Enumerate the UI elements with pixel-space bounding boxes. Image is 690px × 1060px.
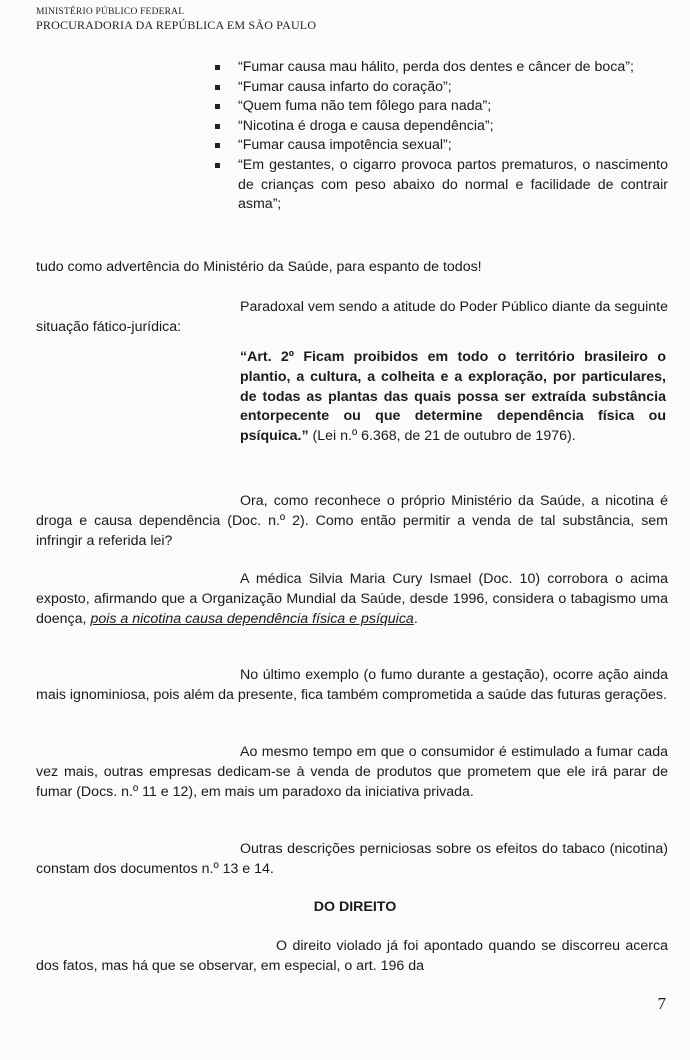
list-item — [212, 136, 668, 156]
paragraph-ultimo-exemplo: No último exemplo (o fumo durante a gestação), ocorre ação ainda mais ignominiosa, pois além da presente, fica também comprometida a saúde das futuras gerações. — [36, 667, 668, 703]
square-bullet-icon — [215, 85, 220, 90]
quote-text: “Art. 2º Ficam proibidos em todo o território brasileiro o plantio, a cultura, a colheita e a exploração, por particulares, de todas as plantas das quais possa ser extraída substância entorpecente ou que determine dependência física ou psíquica.” — [240, 349, 666, 445]
section-title: DO DIREITO — [313, 899, 397, 915]
list-item-text: “Fumar causa impotência sexual”; — [238, 137, 452, 154]
list-item — [212, 97, 668, 117]
paragraph-medica — [36, 570, 668, 629]
letterhead-line-2: PROCURADORIA DA REPÚBLICA EM SÃO PAULO — [36, 18, 317, 32]
warning-list — [212, 58, 668, 215]
list-item-text: “Fumar causa infarto do coração”; — [238, 78, 452, 95]
square-bullet-icon — [215, 65, 220, 70]
list-item — [212, 156, 668, 215]
quote-citation: (Lei n.º 6.368, de 21 de outubro de 1976). — [308, 428, 576, 445]
list-item-text: “Quem fuma não tem fôlego para nada”; — [238, 98, 492, 115]
legal-quote — [240, 348, 666, 447]
paragraph-advertencia: tudo como advertência do Ministério da Saúde, para espanto de todos! — [36, 259, 482, 275]
paragraph-direito: O direito violado já foi apontado quando se discorreu acerca dos fatos, mas há que se observar, em especial, o art. 196 da — [36, 938, 668, 974]
square-bullet-icon — [215, 163, 220, 168]
list-item-text: “Fumar causa mau hálito, perda dos dentes e câncer de boca”; — [238, 59, 634, 75]
square-bullet-icon — [215, 104, 220, 109]
square-bullet-icon — [215, 124, 220, 129]
page-number: 7 — [657, 994, 666, 1013]
letterhead — [36, 6, 316, 33]
paragraph-text: A médica Silvia Maria Cury Ismael (Doc. 10) corrobora o acima exposto, afirmando que a Organização Mundial da Saúde, desde 1996, considera o tabagismo uma doença, — [36, 571, 668, 627]
paragraph-end: . — [413, 610, 418, 627]
list-item — [212, 78, 668, 98]
square-bullet-icon — [215, 143, 220, 148]
paragraph-outras-descricoes: Outras descrições perniciosas sobre os efeitos do tabaco (nicotina) constam dos documentos n.º 13 e 14. — [36, 841, 668, 877]
paragraph-paradoxal: Paradoxal vem sendo a atitude do Poder Público diante da seguinte situação fático-jurídica: — [36, 299, 668, 335]
paragraph-mesmo-tempo: Ao mesmo tempo em que o consumidor é estimulado a fumar cada vez mais, outras empresas dedicam-se à venda de produtos que prometem que ele irá parar de fumar (Docs. n.º 11 e 12), em mais um paradoxo da iniciativa privada. — [36, 744, 668, 800]
list-item-text: “Em gestantes, o cigarro provoca partos prematuros, o nascimento de crianças com peso abaixo do normal e facilidade de contrair asma”; — [238, 156, 668, 213]
letterhead-line-1: MINISTÉRIO PÚBLICO FEDERAL — [36, 7, 185, 17]
emphasized-text: pois a nicotina causa dependência física e psíquica — [90, 610, 414, 627]
list-item — [212, 117, 668, 137]
list-item — [212, 58, 668, 78]
list-item-text: “Nicotina é droga e causa dependência”; — [238, 117, 494, 134]
paragraph-ora: Ora, como reconhece o próprio Ministério da Saúde, a nicotina é droga e causa dependência (Doc. n.º 2). Como então permitir a venda de tal substância, sem infringir a referida lei? — [36, 493, 668, 549]
